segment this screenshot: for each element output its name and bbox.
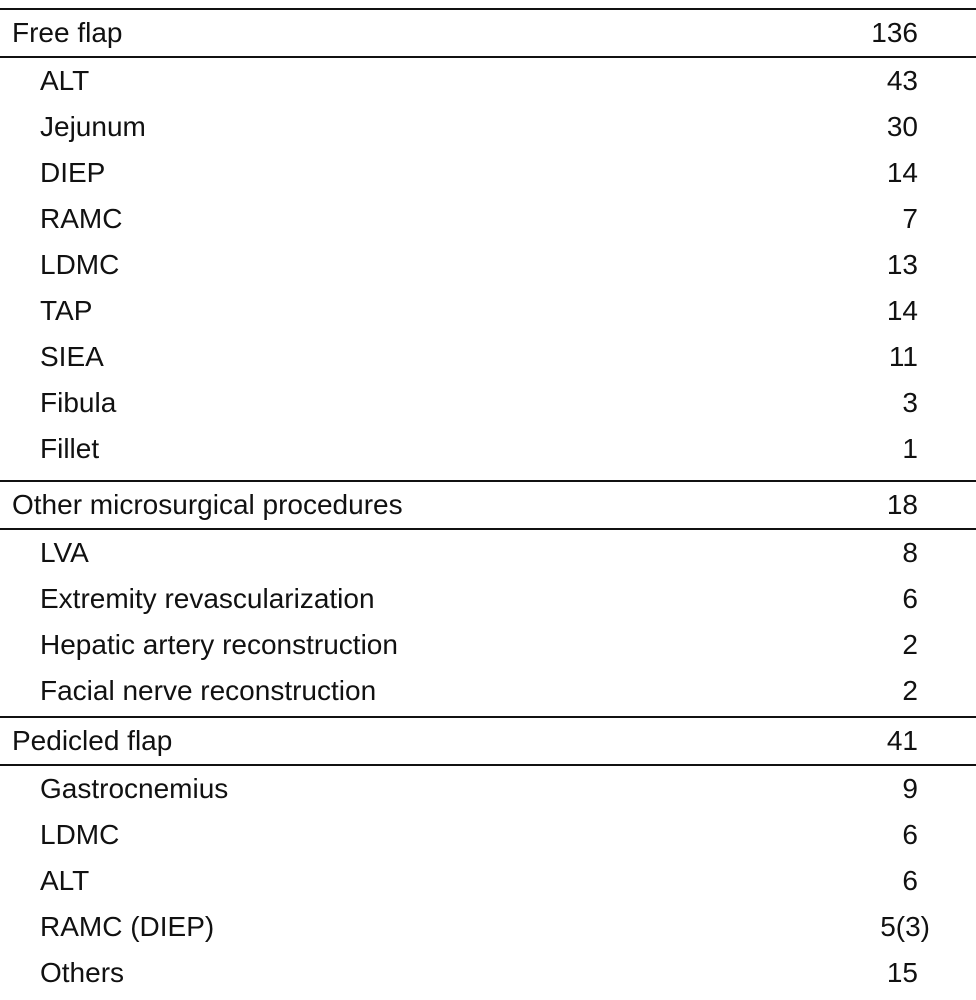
- row-label: Gastrocnemius: [40, 773, 229, 804]
- row-label: Hepatic artery reconstruction: [40, 629, 398, 660]
- table-row: [0, 150, 976, 196]
- row-label: Others: [40, 957, 125, 988]
- row-label: Fillet: [40, 433, 100, 464]
- row-label: Facial nerve reconstruction: [40, 675, 377, 706]
- group-value: 41: [886, 725, 918, 756]
- row-label: DIEP: [40, 157, 106, 188]
- table-row: [0, 334, 976, 380]
- table-row: [0, 380, 976, 426]
- row-value: 1: [902, 433, 918, 464]
- row-value: 43: [886, 65, 918, 96]
- group-label: Pedicled flap: [12, 725, 173, 756]
- table-row: [0, 58, 976, 104]
- table-row: [0, 576, 976, 622]
- group-label: Free flap: [12, 17, 123, 48]
- row-value: 14: [886, 157, 918, 188]
- row-value: 8: [902, 537, 918, 568]
- row-label: RAMC: [40, 203, 123, 234]
- group-value: 136: [871, 17, 918, 48]
- row-label: SIEA: [40, 341, 104, 372]
- row-label: RAMC (DIEP): [40, 911, 215, 942]
- row-value: 7: [902, 203, 918, 234]
- table-row: [0, 196, 976, 242]
- group-value: 18: [886, 489, 918, 520]
- row-label: Extremity revascularization: [40, 583, 375, 614]
- row-label: LDMC: [40, 249, 120, 280]
- row-label: Fibula: [40, 387, 117, 418]
- table-row: [0, 242, 976, 288]
- row-label: ALT: [40, 865, 90, 896]
- row-value: 6: [902, 583, 918, 614]
- row-value: 3: [902, 387, 918, 418]
- table-row: [0, 858, 976, 904]
- row-value: 6: [902, 865, 918, 896]
- row-label: TAP: [40, 295, 93, 326]
- table-row: [0, 426, 976, 472]
- row-value: 13: [886, 249, 918, 280]
- row-value: 14: [886, 295, 918, 326]
- group-label: Other microsurgical procedures: [12, 489, 403, 520]
- row-value: 30: [886, 111, 918, 142]
- row-label: LVA: [40, 537, 89, 568]
- row-value: 2: [902, 675, 918, 706]
- row-value: 2: [902, 629, 918, 660]
- row-value: 15: [886, 957, 918, 988]
- row-value: 5(3): [880, 911, 930, 942]
- table-row: [0, 950, 976, 996]
- row-value: 6: [902, 819, 918, 850]
- row-label: Jejunum: [40, 111, 146, 142]
- row-label: ALT: [40, 65, 90, 96]
- table-row: [0, 530, 976, 576]
- row-value: 11: [888, 341, 918, 372]
- table-row: [0, 904, 976, 950]
- row-label: LDMC: [40, 819, 120, 850]
- table-row: [0, 104, 976, 150]
- table-row: [0, 668, 976, 714]
- table-row: [0, 812, 976, 858]
- table-row: [0, 288, 976, 334]
- row-value: 9: [902, 773, 918, 804]
- table-row: [0, 622, 976, 668]
- group-row-pedicled-flap: [0, 718, 976, 764]
- group-row-free-flap: [0, 10, 976, 56]
- table-row: [0, 766, 976, 812]
- group-row-other-microsurgical: [0, 482, 976, 528]
